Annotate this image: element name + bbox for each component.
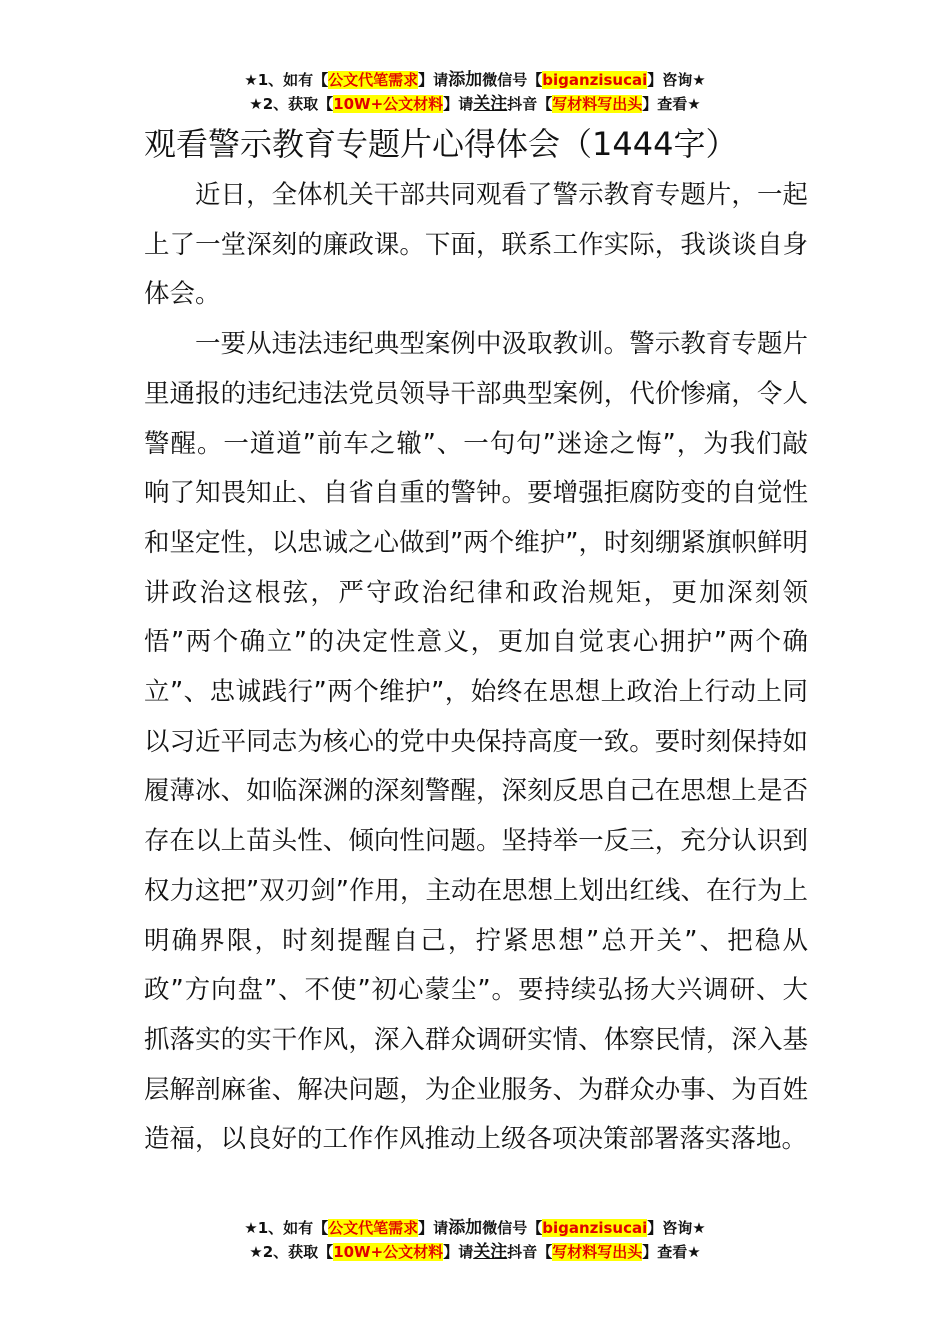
promo-highlight: biganzisucai [542, 1219, 648, 1237]
promo-line-2 [0, 92, 950, 116]
promo-highlight: biganzisucai [542, 71, 648, 89]
promo-highlight: 公文代笔需求 [328, 71, 419, 89]
promo-text: ★2、获取【 [249, 95, 334, 113]
promo-line-2 [0, 1240, 950, 1264]
promo-text: 】请 [443, 1243, 474, 1261]
promo-text: 微信号【 [482, 71, 543, 89]
promo-highlight: 写材料写出头 [552, 95, 643, 113]
promo-highlight: 写材料写出头 [552, 1243, 643, 1261]
promo-highlight: 10W+公文材料 [333, 1243, 444, 1261]
promo-text: 】咨询★ [647, 71, 706, 89]
promo-emphasis: 关注 [473, 1242, 508, 1262]
promo-line-1 [0, 68, 950, 92]
promo-highlight: 公文代笔需求 [328, 1219, 419, 1237]
promo-text: 微信号【 [482, 1219, 543, 1237]
document-body [144, 171, 808, 1165]
promo-text: 抖音【 [507, 1243, 553, 1261]
promo-text: 抖音【 [507, 95, 553, 113]
document-title: 观看警示教育专题片心得体会（1444字） [144, 125, 738, 163]
promo-text: 】查看★ [642, 1243, 701, 1261]
promo-text: 】咨询★ [647, 1219, 706, 1237]
promo-emphasis: 添加 [448, 70, 483, 90]
promo-text: ★2、获取【 [249, 1243, 334, 1261]
promo-emphasis: 添加 [448, 1218, 483, 1238]
promo-text: 】请 [443, 95, 474, 113]
promo-banner-top [0, 68, 950, 116]
promo-line-1 [0, 1216, 950, 1240]
promo-text: 】请 [418, 71, 449, 89]
promo-text: ★1、如有【 [244, 1219, 329, 1237]
promo-text: ★1、如有【 [244, 71, 329, 89]
promo-banner-bottom [0, 1216, 950, 1264]
promo-emphasis: 关注 [473, 94, 508, 114]
paragraph-intro: 近日，全体机关干部共同观看了警示教育专题片，一起上了一堂深刻的廉政课。下面，联系工作实际，我谈谈自身体会。 [144, 180, 808, 310]
promo-highlight: 10W+公文材料 [333, 95, 444, 113]
promo-text: 】请 [418, 1219, 449, 1237]
paragraph-lesson: 一要从违法违纪典型案例中汲取教训。警示教育专题片里通报的违纪违法党员领导干部典型案例，代价惨痛，令人警醒。一道道”前车之辙”、一句句”迷途之悔”，为我们敲响了知畏知止、自省自重的警钟。要增强拒腐防变的自觉性和坚定性，以忠诚之心做到”两个维护”，时刻绷紧旗帜鲜明讲政治这根弦，严守政治纪律和政治规矩，更加深刻领悟”两个确立”的决定性意义，更加自觉衷心拥护”两个确立”、忠诚践行”两个维护”，始终在思想上政治上行动上同以习近平同志为核心的党中央保持高度一致。要时刻保持如履薄冰、如临深渊的深刻警醒，深刻反思自己在思想上是否存在以上苗头性、倾向性问题。坚持举一反三，充分认识到权力这把”双刃剑”作用，主动在思想上划出红线、在行为上明确界限，时刻提醒自己，拧紧思想”总开关”、把稳从政”方向盘”、不使”初心蒙尘”。要持续弘扬大兴调研、大抓落实的实干作风，深入群众调研实情、体察民情，深入基层解剖麻雀、解决问题，为企业服务、为群众办事、为百姓造福，以良好的工作作风推动上级各项决策部署落实落地。 [144, 329, 808, 1155]
promo-text: 】查看★ [642, 95, 701, 113]
